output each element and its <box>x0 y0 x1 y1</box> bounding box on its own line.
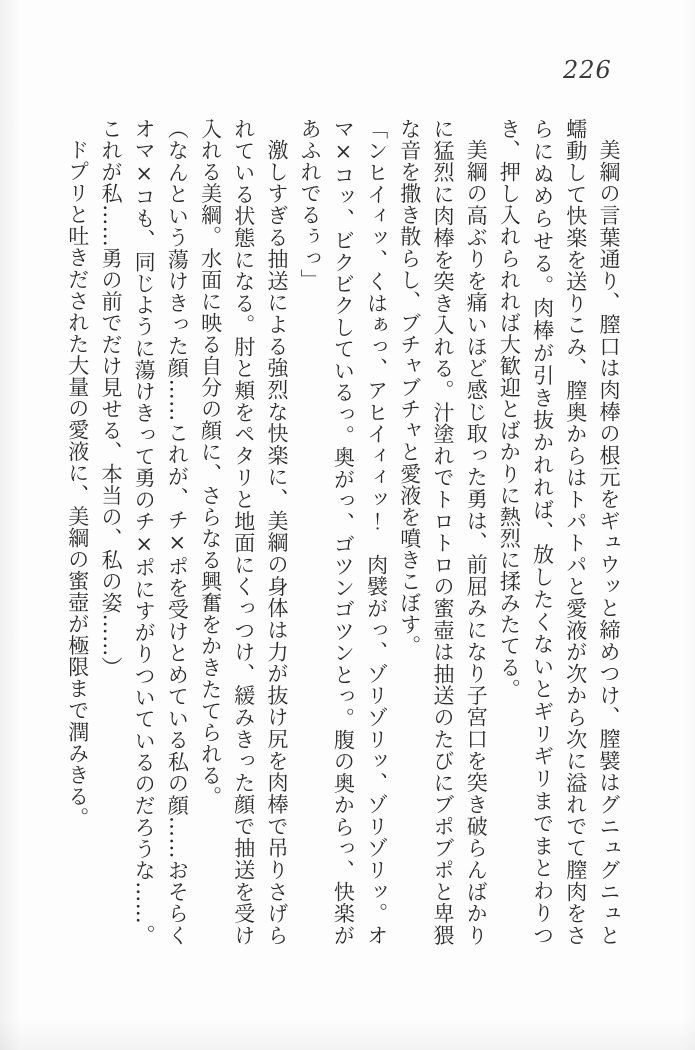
paragraph-inner-monologue: （なんという蕩けきった顔……これが、チ×ポを受けとめている私の顔……おそらくオマ×コも、同じように蕩けきって勇のチ×ポにすがりついているのだろうな……。これが私……勇の前でだけ見せる、本当の、私の姿……） <box>98 118 190 946</box>
paragraph-narration-4: ドプリと吐きだされた大量の愛液に、美綱の蜜壺が極限まで潤みきる。 <box>65 139 90 829</box>
paragraph-narration-3: 激しすぎる抽送による強烈な快楽に、美綱の身体は力が抜け尻を肉棒で吊りさげられている状態になる。肘と頬をペタリと地面にくっつけ、緩みきった顔で抽送を受け入れる美綱。水面に映る自分の顔に、さらなる興奮をかきたてられる。 <box>198 118 289 946</box>
page-number: 226 <box>563 56 612 84</box>
paragraph-dialogue: 「ンヒイィッ、くはぁっ、アヒイィィッ！ 肉襞がっ、ゾリゾリッ、ゾリゾリッ。オマ×コッ、ビクビクしているっ。奥がっ、ゴツンゴツンとっ。腹の奥からっ、快楽があふれでるぅっ」 <box>298 118 389 946</box>
vertical-text-block <box>61 118 625 946</box>
paragraph-narration-1: 美綱の言葉通り、膣口は肉棒の根元をギュウッと締めつけ、膣襞はグニュグニュと蠕動して快楽を送りこみ、膣奥からはトパトパと愛液が次から次に溢れでて膣肉をさらにぬめらせる。肉棒が引き抜かれれば、放したくないとギリギリまでまとわりつき、押し入れられれば大歓迎とばかりに熱烈に揉みたてる。 <box>497 118 621 946</box>
paragraph-narration-2: 美綱の高ぶりを痛いほど感じ取った勇は、前屈みになり子宮口を突き破らんばかりに猛烈に肉棒を突き入れる。汁塗れでトロトロの蜜壺は抽送のたびにブポブポと卑猥な音を撒き散らし、ブチャブチャと愛液を噴きこぼす。 <box>397 118 489 946</box>
